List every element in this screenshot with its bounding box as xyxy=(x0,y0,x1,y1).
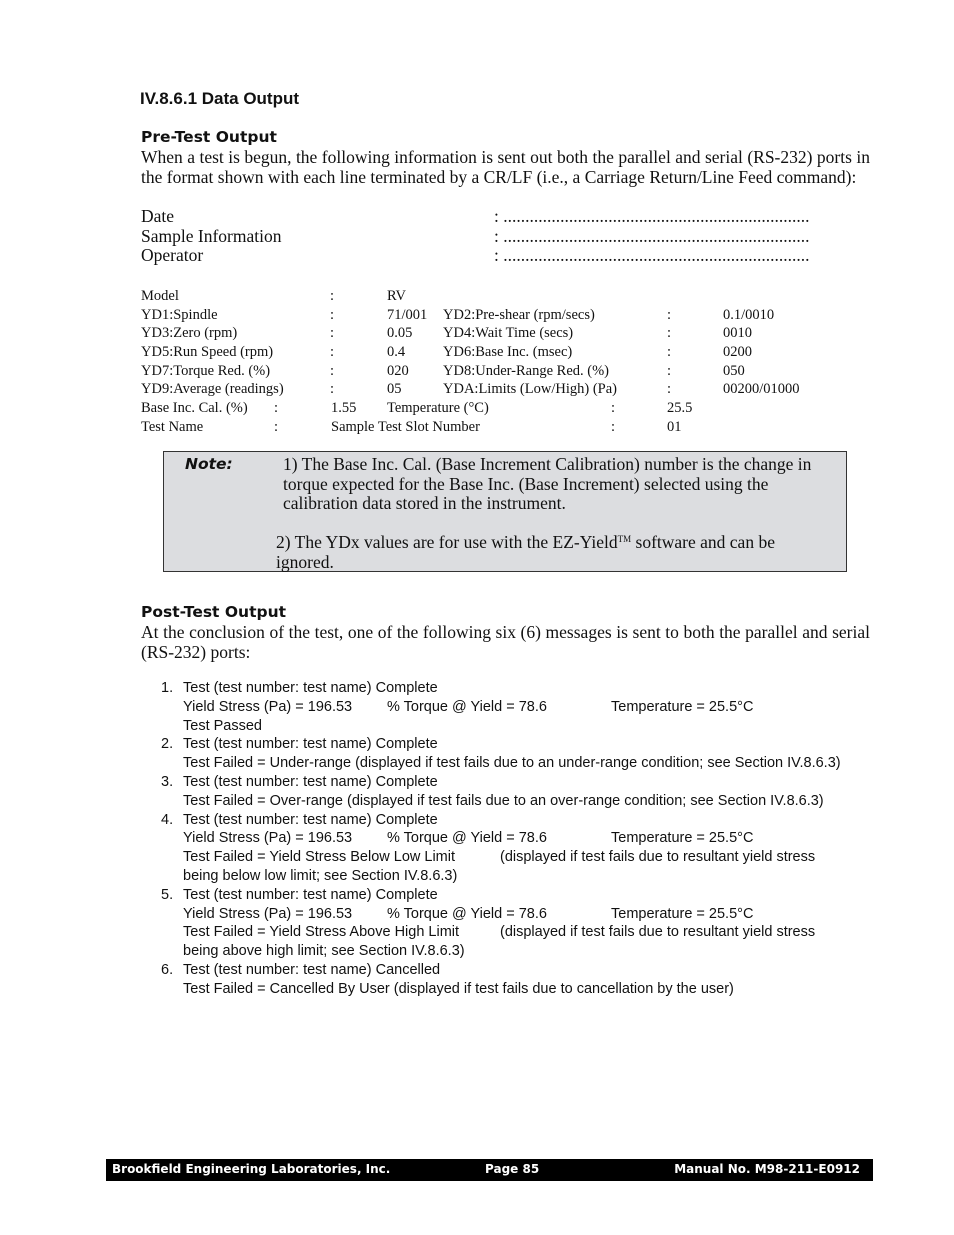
table-label: Temperature (°C) xyxy=(387,400,489,416)
table-label: YD8:Under-Range Red. (%) xyxy=(443,363,610,379)
table-separator: : xyxy=(330,381,335,397)
table-value: 020 xyxy=(387,363,409,379)
header-field-value: : ...................................................................... xyxy=(494,206,810,226)
table-separator: : xyxy=(611,400,616,416)
header-field-label: Sample Information xyxy=(141,226,282,246)
message-title: Test (test number: test name) Complete xyxy=(183,736,438,753)
torque-at-yield: % Torque @ Yield = 78.6 xyxy=(387,830,547,847)
table-value: 05 xyxy=(387,381,402,397)
temperature: Temperature = 25.5°C xyxy=(611,698,754,715)
message-values xyxy=(183,829,870,848)
torque-at-yield: % Torque @ Yield = 78.6 xyxy=(387,698,547,715)
table-separator: : xyxy=(330,325,335,341)
table-value: 01 xyxy=(667,419,682,435)
table-value: 0200 xyxy=(723,344,752,360)
message-detail: Test Failed = Cancelled By User (displayed if test fails due to cancellation by the user) xyxy=(183,980,734,997)
failure-reason: Test Failed = Yield Stress Below Low Limit xyxy=(183,849,455,866)
temperature: Temperature = 25.5°C xyxy=(611,830,754,847)
message-title: Test (test number: test name) Complete xyxy=(183,886,438,903)
list-item xyxy=(161,961,870,999)
table-value: 0010 xyxy=(723,325,752,341)
list-number: 6. xyxy=(161,961,174,978)
header-field-sample-information xyxy=(141,226,831,246)
failure-note: (displayed if test fails due to resultant yield stress xyxy=(500,924,816,941)
message-detail: Test Failed = Under-range (displayed if test fails due to an under-range condition; see Section IV.8.6.3) xyxy=(183,755,841,772)
message-title: Test (test number: test name) Complete xyxy=(183,680,438,696)
trademark-symbol: TM xyxy=(617,534,632,544)
post-test-message-list xyxy=(161,679,870,999)
table-label: YD6:Base Inc. (msec) xyxy=(443,344,573,360)
table-separator: : xyxy=(274,400,279,416)
table-label: YD4:Wait Time (secs) xyxy=(443,325,574,341)
list-number: 2. xyxy=(161,736,174,753)
footer-page-number: Page 85 xyxy=(485,1162,540,1176)
list-item xyxy=(161,679,870,735)
footer-manual-number: Manual No. M98-211-E0912 xyxy=(674,1162,860,1176)
table-label: Test Name xyxy=(141,419,204,435)
yield-stress: Yield Stress (Pa) = 196.53 xyxy=(183,905,353,922)
table-label: YD9:Average (readings) xyxy=(141,381,284,397)
header-field-operator xyxy=(141,245,831,265)
table-separator: : xyxy=(611,419,616,435)
message-title: Test (test number: test name) Complete xyxy=(183,811,438,828)
list-item xyxy=(161,773,870,811)
header-field-label: Date xyxy=(141,206,175,226)
header-field-value: : ...................................................................... xyxy=(494,245,810,265)
table-separator: : xyxy=(330,307,335,323)
list-item xyxy=(161,811,870,886)
temperature: Temperature = 25.5°C xyxy=(611,905,754,922)
message-values xyxy=(183,698,870,717)
table-separator: : xyxy=(667,307,672,323)
note-label: Note: xyxy=(185,455,233,473)
table-value: 050 xyxy=(723,363,745,379)
page-footer xyxy=(106,1159,873,1181)
footer-company: Brookfield Engineering Laboratories, Inc. xyxy=(112,1162,391,1176)
failure-reason: Test Failed = Yield Stress Above High Limit xyxy=(183,924,460,941)
table-label: YD7:Torque Red. (%) xyxy=(141,363,271,379)
table-label: Sample Test Slot Number xyxy=(331,419,480,435)
list-number: 3. xyxy=(161,773,174,790)
table-label: YDA:Limits (Low/High) (Pa) xyxy=(443,381,617,397)
table-separator: : xyxy=(330,363,335,379)
table-value: 71/001 xyxy=(387,307,428,323)
table-separator: : xyxy=(667,325,672,341)
note-item-2 xyxy=(276,530,821,572)
table-separator: : xyxy=(667,344,672,360)
table-value: 25.5 xyxy=(667,400,693,416)
table-separator: : xyxy=(330,288,335,304)
posttest-heading: Post-Test Output xyxy=(141,603,287,621)
failure-note-continued: being below low limit; see Section IV.8.6.3) xyxy=(183,867,458,884)
table-label: YD2:Pre-shear (rpm/secs) xyxy=(443,307,595,323)
torque-at-yield: % Torque @ Yield = 78.6 xyxy=(387,905,547,922)
note-item-2-text: 2) The YDx values are for use with the EZ-Yield xyxy=(276,532,618,552)
table-separator: : xyxy=(667,381,672,397)
table-separator: : xyxy=(330,344,335,360)
yield-stress: Yield Stress (Pa) = 196.53 xyxy=(183,698,353,715)
table-label: Model xyxy=(141,288,179,304)
list-item xyxy=(161,735,870,773)
message-failure xyxy=(183,923,870,942)
message-title: Test (test number: test name) Complete xyxy=(183,773,438,790)
table-label: YD5:Run Speed (rpm) xyxy=(141,344,274,360)
message-detail: Test Failed = Over-range (displayed if test fails due to an over-range condition; see Section IV.8.6.3) xyxy=(183,792,824,809)
list-item xyxy=(161,886,870,961)
table-label: YD3:Zero (rpm) xyxy=(141,325,238,341)
message-title: Test (test number: test name) Cancelled xyxy=(183,961,441,978)
table-value: RV xyxy=(387,288,406,304)
header-field-value: : ...................................................................... xyxy=(494,226,810,246)
table-label: YD1:Spindle xyxy=(141,307,218,323)
yield-stress: Yield Stress (Pa) = 196.53 xyxy=(183,830,353,847)
pretest-intro: When a test is begun, the following information is sent out both the parallel and serial (RS-232) ports in the format shown with each line terminated by a CR/LF (i.e., a Carriage Return/Line Feed command): xyxy=(141,147,870,187)
failure-note: (displayed if test fails due to resultant yield stress xyxy=(500,849,816,866)
header-field-label: Operator xyxy=(141,245,204,265)
table-value: 00200/01000 xyxy=(723,381,800,397)
table-label: Base Inc. Cal. (%) xyxy=(141,400,248,416)
message-failure xyxy=(183,848,870,867)
note-box xyxy=(163,451,847,572)
table-value: 0.1/0010 xyxy=(723,307,775,323)
list-number: 5. xyxy=(161,886,174,903)
failure-note-continued: being above high limit; see Section IV.8.6.3) xyxy=(183,943,465,960)
list-number: 1. xyxy=(161,680,174,696)
table-separator: : xyxy=(667,363,672,379)
list-number: 4. xyxy=(161,811,174,828)
table-separator: : xyxy=(274,419,279,435)
table-value: 1.55 xyxy=(331,400,357,416)
table-value: 0.05 xyxy=(387,325,413,341)
message-values xyxy=(183,905,870,924)
table-value: 0.4 xyxy=(387,344,406,360)
note-item-2-text-end: software and can be ignored. xyxy=(276,532,775,572)
pretest-heading: Pre-Test Output xyxy=(141,128,277,146)
header-field-date xyxy=(141,206,831,226)
posttest-intro: At the conclusion of the test, one of the following six (6) messages is sent to both the parallel and serial (RS-232) ports: xyxy=(141,622,870,662)
note-item-1: 1) The Base Inc. Cal. (Base Increment Calibration) number is the change in torque expected for the Base Inc. (Base Increment) selected using the calibration data stored in the instrument. xyxy=(283,454,812,513)
section-heading: IV.8.6.1 Data Output xyxy=(140,89,300,108)
message-result: Test Passed xyxy=(183,717,262,734)
